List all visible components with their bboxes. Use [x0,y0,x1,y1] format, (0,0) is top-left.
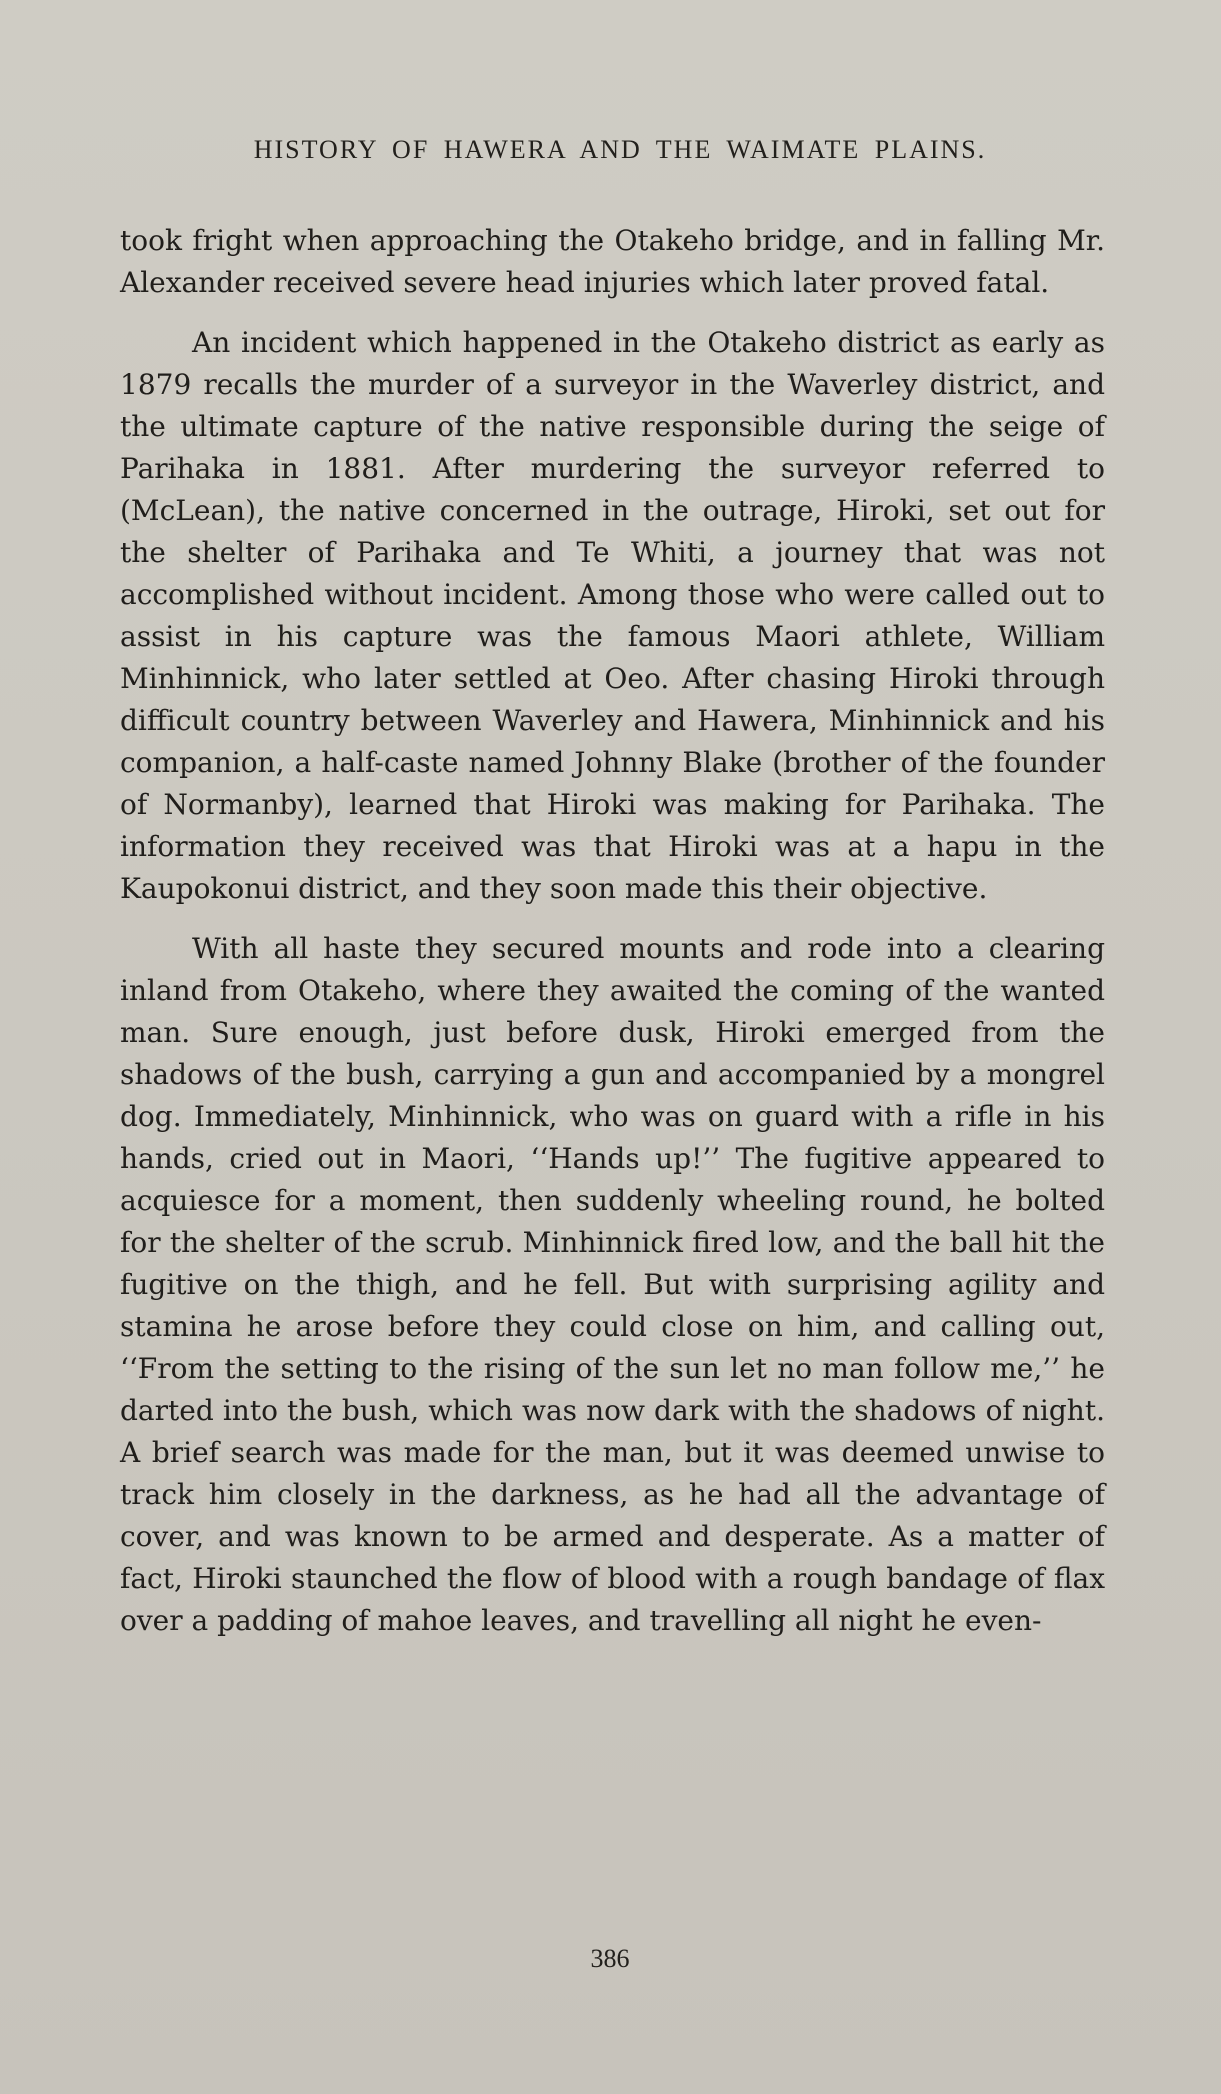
page-number: 386 [590,1944,630,1973]
running-head: HISTORY OF HAWERA AND THE WAIMATE PLAINS. [253,135,987,164]
paragraph-3: With all haste they secured mounts and rode into a clearing inland from Otakeho, where they awaited the coming of the wanted man. Sure enough, just before dusk, Hiroki emerged from the shadows of the bush, carrying a gun and accompanied by a mongrel dog. Immediately, Minhinnick, who was on guard with a rifle in his hands, cried out in Maori, ‘‘Hands up!’’ The fugitive appeared to acquiesce for a moment, then suddenly wheeling round, he bolted for the shelter of the scrub. Minhinnick fired low, and the ball hit the fugitive on the thigh, and he fell. But with surprising agility and stamina he arose before they could close on him, and calling out, ‘‘From the setting to the rising of the sun let no man follow me,’’ he darted into the bush, which was now dark with the shadows of night. A brief search was made for the man, but it was deemed unwise to track him closely in the darkness, as he had all the advantage of cover, and was known to be armed and desperate. As a matter of fact, Hiroki staunched the flow of blood with a rough bandage of flax over a padding of mahoe leaves, and travelling all night he even- [120,932,1105,1637]
paragraph-1: took fright when approaching the Otakeho bridge, and in falling Mr. Alexander received severe head injuries which later proved fatal. [120,224,1105,299]
paragraph-2: An incident which happened in the Otakeho district as early as 1879 recalls the murder of a surveyor in the Waverley district, and the ultimate capture of the native responsible during the seige of Parihaka in 1881. After murdering the surveyor referred to (McLean), the native concerned in the outrage, Hiroki, set out for the shelter of Parihaka and Te Whiti, a journey that was not accomplished without incident. Among those who were called out to assist in his capture was the famous Maori athlete, William Minhinnick, who later settled at Oeo. After chasing Hiroki through difficult country between Waverley and Hawera, Minhinnick and his companion, a half-caste named Johnny Blake (brother of the founder of Normanby), learned that Hiroki was making for Parihaka. The information they received was that Hiroki was at a hapu in the Kaupokonui district, and they soon made this their objective. [120,326,1105,905]
body-text [120,220,1105,1660]
